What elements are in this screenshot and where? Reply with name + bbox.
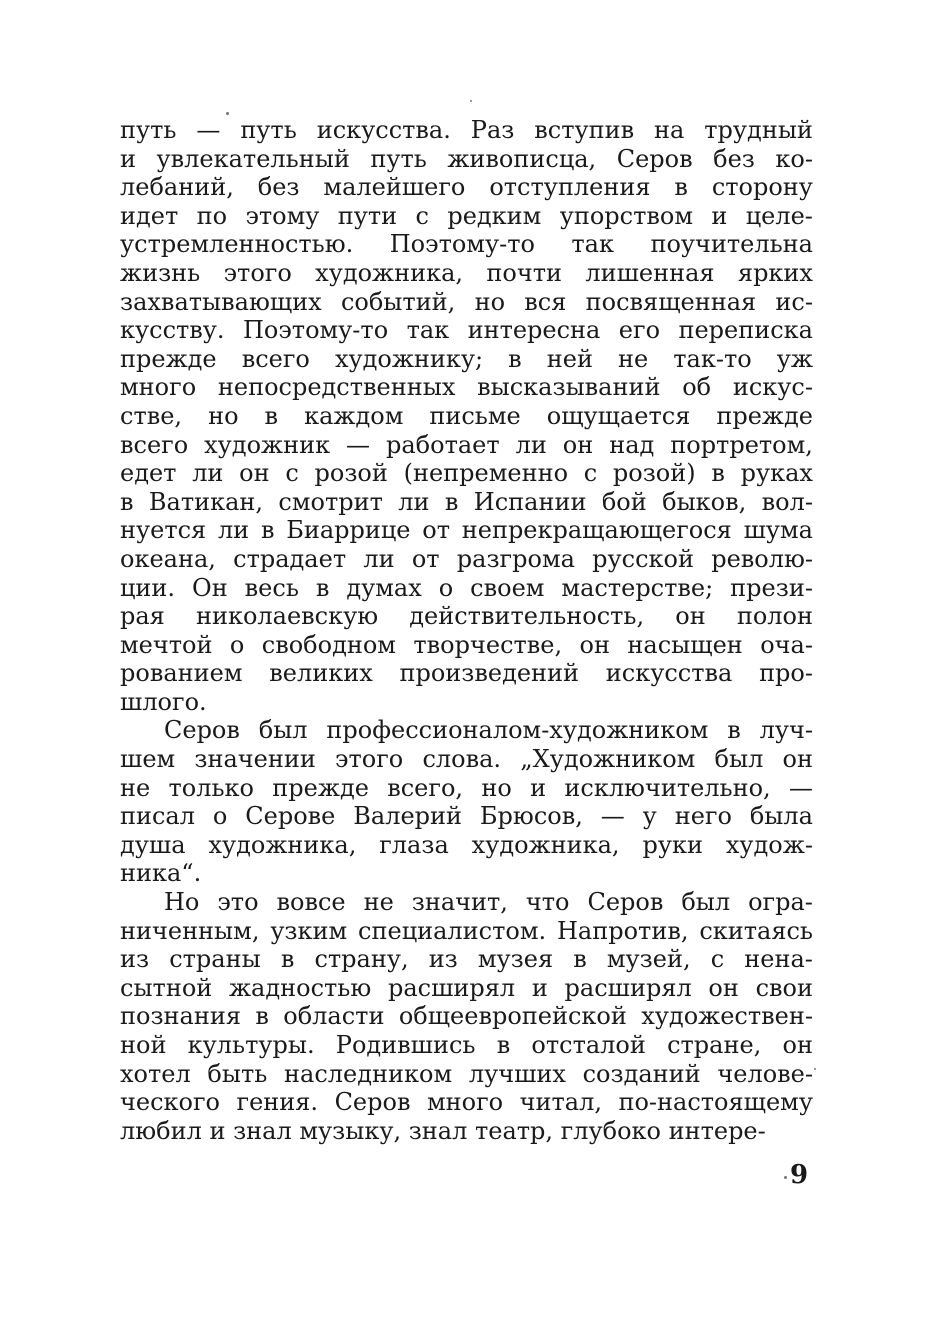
text-line: мечтой о свободном творчестве, он насыщен оча- [120, 630, 813, 659]
text-line: и увлекательный путь живописца, Серов без ко- [120, 144, 813, 173]
text-line: душа художника, глаза художника, руки худож- [120, 830, 813, 859]
text-line: едет ли он с розой (непременно с розой) в руках [120, 459, 813, 488]
text-line: ции. Он весь в думах о своем мастерстве; прези- [120, 573, 813, 602]
text-line: в Ватикан, смотрит ли в Испании бой быков, вол- [120, 487, 813, 516]
page-number: 9 [790, 1160, 809, 1190]
scan-speck [470, 100, 472, 102]
paragraph [120, 716, 813, 888]
text-line: познания в области общеевропейской художествен- [120, 1002, 813, 1031]
paragraph [120, 116, 813, 716]
text-line: ческого гения. Серов много читал, по-настоящему [120, 1088, 813, 1117]
scan-speck [814, 1068, 816, 1070]
text-line: устремленностью. Поэтому-то так поучительна [120, 230, 813, 259]
text-line: ной культуры. Родившись в отсталой стране, он [120, 1031, 813, 1059]
text-line: много непосредственных высказываний об искус- [120, 373, 813, 402]
text-line: из страны в страну, из музея в музей, с нена- [120, 945, 813, 974]
text-line: кусству. Поэтому-то так интересна его переписка [120, 316, 813, 345]
paragraph [120, 888, 813, 1145]
text-line: шем значении этого слова. „Художником был он [120, 745, 813, 774]
text-line: рая николаевскую действительность, он полон [120, 602, 813, 631]
text-line: не только прежде всего, но и исключительно, — [120, 773, 813, 802]
text-line: ника“. [120, 859, 202, 888]
text-line: нуется ли в Биаррице от непрекращающегося шума [120, 516, 813, 545]
text-line: шлого. [120, 687, 207, 716]
text-line: Но это вовсе не значит, что Серов был огра- [164, 888, 813, 917]
scan-speck [226, 112, 229, 115]
text-line: всего художник — работает ли он над портретом, [120, 430, 813, 459]
text-line: ниченным, узким специалистом. Напротив, скитаясь [120, 916, 813, 945]
text-line: хотел быть наследником лучших созданий челове- [120, 1059, 813, 1088]
text-line: любил и знал музыку, знал театр, глубоко интере- [120, 1116, 766, 1145]
page-body [120, 116, 813, 1145]
text-line: захватывающих событий, но вся посвященная ис- [120, 287, 813, 316]
text-line: идет по этому пути с редким упорством и целе- [120, 201, 813, 230]
text-line: сытной жадностью расширял и расширял он свои [120, 973, 813, 1002]
text-line: путь — путь искусства. Раз вступив на трудный [120, 116, 813, 144]
text-line: лебаний, без малейшего отступления в сторону [120, 173, 813, 202]
text-line: стве, но в каждом письме ощущается прежде [120, 401, 813, 430]
text-line: океана, страдает ли от разгрома русской револю- [120, 544, 813, 573]
text-line: Серов был профессионалом-художником в луч- [164, 716, 813, 745]
text-line: жизнь этого художника, почти лишенная ярких [120, 258, 813, 287]
scan-speck [784, 1176, 787, 1179]
text-line: прежде всего художнику; в ней не так-то уж [120, 344, 813, 373]
text-line: писал о Серове Валерий Брюсов, — у него была [120, 802, 813, 831]
text-line: рованием великих произведений искусства про- [120, 659, 813, 688]
